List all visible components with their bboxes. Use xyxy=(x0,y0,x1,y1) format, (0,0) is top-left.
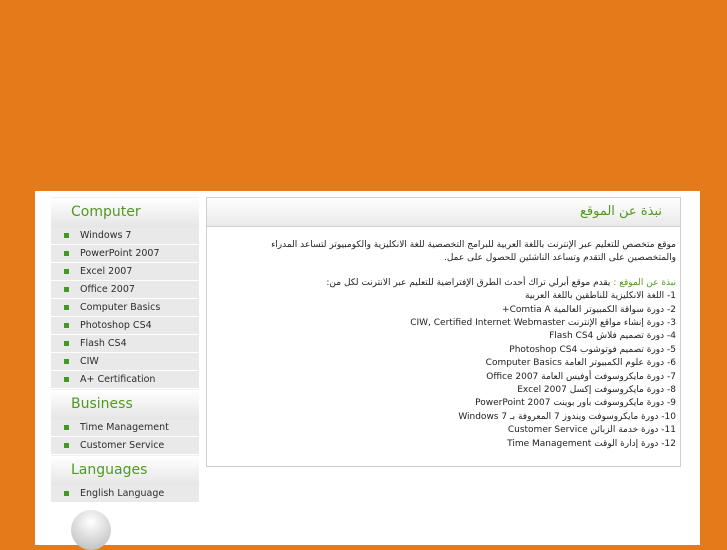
bullet-icon xyxy=(64,305,69,310)
bullet-icon xyxy=(64,233,69,238)
bullet-icon xyxy=(64,269,69,274)
intro-line: موقع متخصص للتعليم عبر الإنترنت باللغة العربية للبرامج التخصصية للغة الانكليزية والكومبيوتر لتساعد المدراء xyxy=(271,240,676,250)
sidebar-section-computer: Computer xyxy=(51,197,199,227)
sidebar-item-powerpoint-2007[interactable] xyxy=(51,245,199,263)
sidebar-item-label: PowerPoint 2007 xyxy=(80,248,160,259)
sidebar-item-english-language[interactable] xyxy=(51,485,199,503)
about-panel-body xyxy=(207,227,680,451)
sidebar-item-label: Computer Basics xyxy=(80,302,161,313)
lead-highlight: نبذة عن الموقع : xyxy=(613,277,676,288)
course-list-item: 2- دورة سواقة الكمبيوتر العالمية Comtia A+ xyxy=(502,304,676,315)
bullet-icon xyxy=(64,425,69,430)
course-list-item: 8- دورة مايكروسوفت إكسل Excel 2007 xyxy=(517,385,676,396)
sidebar-item-label: A+ Certification xyxy=(80,374,156,385)
course-list-item: 12- دورة إدارة الوقت Time Management xyxy=(507,438,676,449)
course-list-item: 4- دورة تصميم فلاش Flash CS4 xyxy=(549,331,676,342)
course-list-item: 10- دورة مايكروسوفت ويندوز 7 المعروفة بـ Windows 7 xyxy=(458,411,676,422)
bullet-icon xyxy=(64,443,69,448)
course-list-item: 1- اللغة الانكليزية للناطقين باللغة العربية xyxy=(525,291,676,302)
bullet-icon xyxy=(64,323,69,328)
bullet-icon xyxy=(64,341,69,346)
bullet-icon xyxy=(64,491,69,496)
course-list-item: 9- دورة مايكروسوفت باور بوينت PowerPoint 2007 xyxy=(475,398,676,409)
sidebar-item-label: English Language xyxy=(80,488,165,499)
sidebar-item-label: CIW xyxy=(80,356,99,367)
sidebar-item-flash-cs4[interactable] xyxy=(51,335,199,353)
sidebar-item-label: Excel 2007 xyxy=(80,266,133,277)
bullet-icon xyxy=(64,359,69,364)
course-list-item: 5- دورة تصميم فوتوشوب Photoshop CS4 xyxy=(509,344,676,355)
course-list-item: 6- دورة علوم الكمبيوتر العامة Computer Basics xyxy=(485,358,676,369)
course-list-item: 7- دورة مايكروسوفت أوفيس العامة Office 2007 xyxy=(486,371,676,382)
course-list-item: 11- دورة خدمة الزبائن Customer Service xyxy=(507,425,676,436)
sidebar-section-business: Business xyxy=(51,389,199,419)
sidebar-item-excel-2007[interactable] xyxy=(51,263,199,281)
sidebar-section-languages: Languages xyxy=(51,455,199,485)
sidebar xyxy=(51,197,199,503)
bullet-icon xyxy=(64,287,69,292)
lead-text: يقدم موقع أبرلي تراك أحدث الطرق الإفتراضية للتعليم عبر الانترنت لكل من: xyxy=(326,277,611,288)
about-panel xyxy=(206,197,681,467)
lead-paragraph xyxy=(215,277,676,290)
sidebar-item-photoshop-cs4[interactable] xyxy=(51,317,199,335)
decorative-sphere-icon xyxy=(71,510,111,550)
sidebar-item-label: Flash CS4 xyxy=(80,338,127,349)
sidebar-item-computer-basics[interactable] xyxy=(51,299,199,317)
bullet-icon xyxy=(64,377,69,382)
intro-line: والمتخصصين على التقدم وتساعد الناشئين للحصول على عمل. xyxy=(443,253,676,264)
sidebar-item-customer-service[interactable] xyxy=(51,437,199,455)
sidebar-item-windows-7[interactable] xyxy=(51,227,199,245)
sidebar-item-a-plus-certification[interactable] xyxy=(51,371,199,389)
content-area xyxy=(35,191,700,545)
sidebar-item-office-2007[interactable] xyxy=(51,281,199,299)
sidebar-item-label: Time Management xyxy=(80,422,169,433)
sidebar-item-time-management[interactable] xyxy=(51,419,199,437)
course-list-item: 3- دورة إنشاء مواقع الإنترنت CIW, Certified Internet Webmaster xyxy=(410,318,676,329)
bullet-icon xyxy=(64,251,69,256)
sidebar-item-ciw[interactable] xyxy=(51,353,199,371)
sidebar-item-label: Windows 7 xyxy=(80,230,132,241)
sidebar-item-label: Photoshop CS4 xyxy=(80,320,152,331)
sidebar-item-label: Customer Service xyxy=(80,440,165,451)
about-panel-title: نبذة عن الموقع xyxy=(207,198,680,227)
sidebar-item-label: Office 2007 xyxy=(80,284,135,295)
